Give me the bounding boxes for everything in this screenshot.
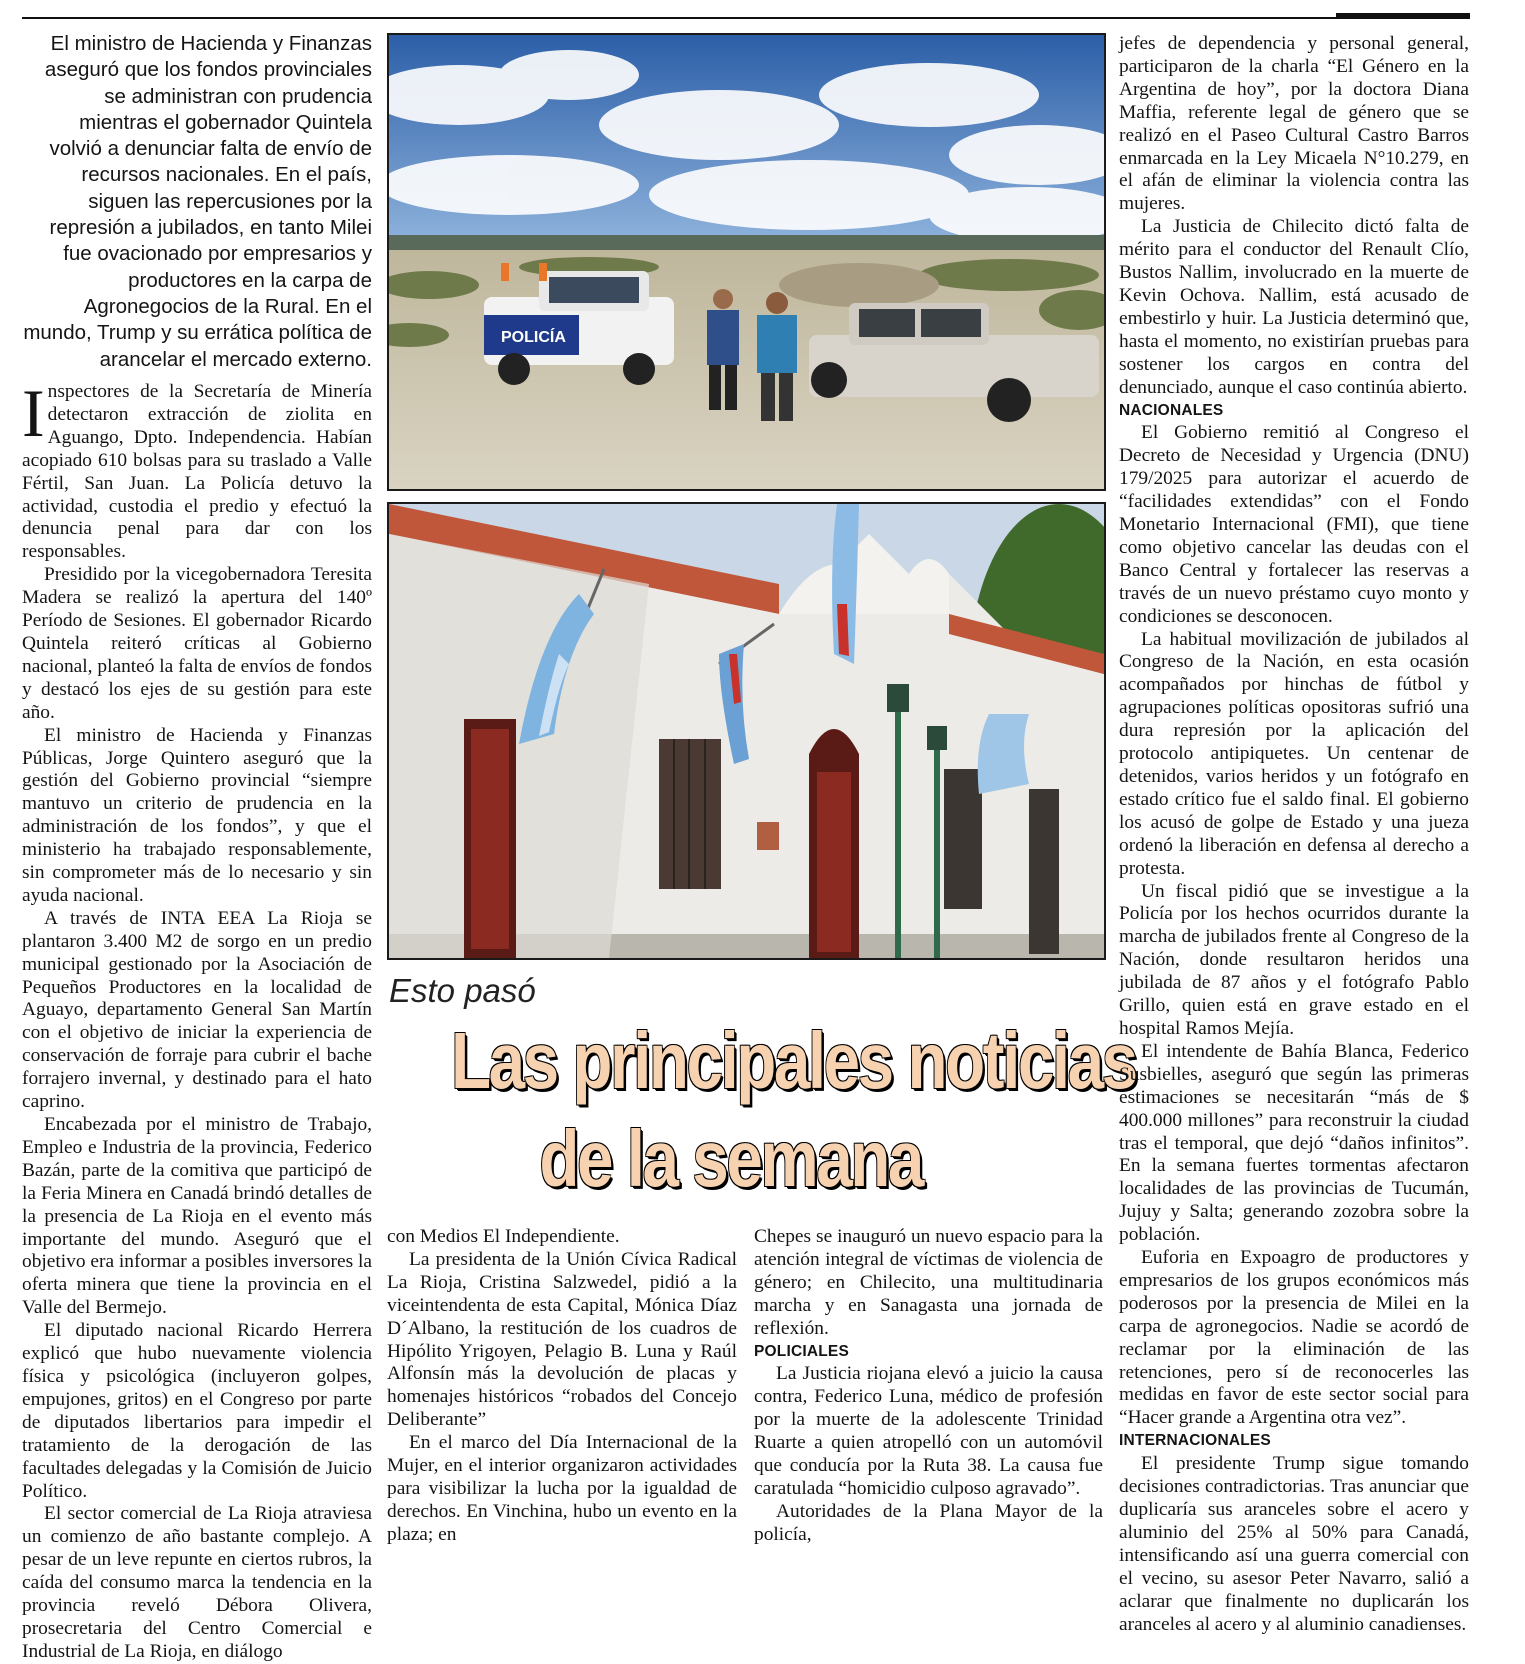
article-paragraph: Inspectores de la Secretaría de Minería detectaron extracción de ziolita en Aguango, Dpto. Independencia. Habían acopiado 610 bolsas para su traslado a Valle Fértil, San Juan. La Policía detuvo la actividad, custodia el predio y efectuó la denuncia penal para dar con los responsables. <box>22 375 372 563</box>
column-3 <box>754 1226 1103 1547</box>
article-paragraph: Chepes se inauguró un nuevo espacio para la atención integral de víctimas de violencia de género; en Chilecito, una multitudinaria marcha y en Sanagasta una jornada de reflexión. <box>754 1226 1103 1339</box>
photo-police-mining-site-image <box>389 35 1104 489</box>
top-rule-tab <box>1336 13 1470 19</box>
photo-colonial-building-image <box>389 504 1104 958</box>
lead-summary: El ministro de Hacienda y Finanzas aseguró que los fondos provinciales se administran con prudencia mientras el gobernador Quintela volvió a denunciar falta de envío de recursos nacionales. En el país, siguen las repercusiones por la represión a jubilados, en tanto Milei fue ovacionado por empresarios y productores en la carpa de Agronegocios de la Rural. En el mundo, Trump y su errática política de arancelar el mercado externo. <box>23 32 372 371</box>
column-2 <box>387 1226 737 1547</box>
article-paragraph: A través de INTA EEA La Rioja se plantaron 3.400 M2 de sorgo en un predio municipal gestionado por la Asociación de Pequeños Productores en la localidad de Aguayo, departamento General San Martín con el objetivo de iniciar la experiencia de conservación de forraje para cubrir el bache forrajero invernal, y destinado para el hato caprino. <box>22 907 372 1113</box>
photo-colonial-building <box>387 502 1106 960</box>
article-paragraph: El presidente Trump sigue tomando decisiones contradictorias. Tras anunciar que duplicaría sus aranceles sobre el acero y aluminio del 25% al 50% para Canadá, intensificando así una guerra comercial con el vecino, su asesor Peter Navarro, salió a aclarar que finalmente no duplicarán los aranceles al acero y al aluminio canadienses. <box>1119 1453 1469 1635</box>
section-heading-internacionales: INTERNACIONALES <box>1119 1432 1271 1450</box>
article-paragraph: La habitual movilización de jubilados al Congreso de la Nación, en esta ocasión acompañados por hinchas de fútbol y agrupaciones políticas opositoras sufrió una dura represión por la aplicación del protocolo antipiquetes. Un centenar de detenidos, varios heridos y un fotógrafo en estado crítico fue el saldo final. El gobierno los acusó de golpe de Estado y una jueza ordenó la liberación en defensa al derecho a protesta. <box>1119 628 1469 879</box>
article-paragraph: Un fiscal pidió que se investigue a la Policía por los hechos ocurridos durante la marcha de jubilados frente al Congreso de la Nación, donde resultaron heridos una jubilada de 87 años y el fotógrafo Pablo Grillo, quien está en grave estado en el hospital Ramos Mejía. <box>1119 880 1469 1039</box>
section-heading-nacionales: NACIONALES <box>1119 401 1224 419</box>
article-paragraph: El Gobierno remitió al Congreso el Decreto de Necesidad y Urgencia (DNU) 179/2025 para autorizar el acuerdo de “facilidades extendidas” con el Fondo Monetario Internacional (FMI), que tiene como objetivo cancelar las deudas con el Banco Central y fortalecer las reservas a través de un nuevo préstamo cuyo monto y condiciones se desconocen. <box>1119 422 1469 627</box>
headline-line-2: de la semana <box>539 1114 922 1203</box>
article-paragraph: En el marco del Día Internacional de la Mujer, en el interior organizaron actividades para visibilizar la lucha por la igualdad de derechos. En Vinchina, hubo un evento en la plaza; en <box>387 1432 737 1545</box>
column-1 <box>22 375 372 1664</box>
article-paragraph: Encabezada por el ministro de Trabajo, Empleo e Industria de la provincia, Federico Bazán, parte de la comitiva que participó de la Feria Minera en Canadá brindó detalles de la presencia de La Rioja en el evento más importante del mundo. Aseguró que el objetivo era informar a posibles inversores la oferta minera que tiene la provincia en el Valle del Bermejo. <box>22 1114 372 1319</box>
article-paragraph: La Justicia riojana elevó a juicio la causa contra, Federico Luna, médico de profesión por la muerte de la adolescente Trinidad Ruarte a quien atropelló con un automóvil que conducía por la Ruta 38. La causa fue caratulada “homicidio culposo agravado”. <box>754 1363 1103 1499</box>
article-paragraph: Euforia en Expoagro de productores y empresarios de los grupos económicos más poderosos por la presencia de Milei en la carpa de agronegocios. Nadie se acordó de reclamar por la eliminación de las retenciones, pero sí de reconocerles las medidas en favor de este sector social para “Hacer grande a Argentina otra vez”. <box>1119 1247 1469 1429</box>
article-paragraph: El intendente de Bahía Blanca, Federico Susbielles, aseguró que según las primeras estimaciones se necesitarán “más de $ 400.000 millones” para reconstruir la ciudad tras el temporal, que dejó “daños infinitos”. En la semana fuertes tormentas afectaron localidades de las provincias de Tucumán, Jujuy y Salta; generando zozobra sobre la población. <box>1119 1040 1469 1246</box>
article-paragraph: Autoridades de la Plana Mayor de la policía, <box>754 1500 1103 1545</box>
headline <box>450 1012 1136 1208</box>
article-paragraph: El ministro de Hacienda y Finanzas Públicas, Jorge Quintero aseguró que la gestión del Gobierno provincial “siempre mantuvo un criterio de prudencia en la administración de los fondos”, y que el ministerio ha trabajado responsablemente, sin comprometer más de lo necesario y sin ayuda nacional. <box>22 724 372 906</box>
column-4 <box>1119 33 1469 1636</box>
article-paragraph: La Justicia de Chilecito dictó falta de mérito para el conductor del Renault Clío, Bustos Nallim, involucrado en la muerte de Kevin Ochova. Nallim, está acusado de embestirlo y huir. La Justicia determinó que, hasta el momento, no existirían pruebas para sostener los cargos en contra del denunciado, aunque el caso continúa abierto. <box>1119 216 1469 398</box>
article-paragraph: El diputado nacional Ricardo Herrera explicó que hubo nuevamente violencia física y psicológica (incluyeron golpes, empujones, gritos) en el Congreso por parte de diputados libertarios para impedir el tratamiento de la derogación de las facultades delegadas y la Comisión de Juicio Político. <box>22 1320 372 1502</box>
article-paragraph: La presidenta de la Unión Cívica Radical La Rioja, Cristina Salzwedel, pidió a la viceintendenta de esta Capital, Mónica Díaz D´Albano, la restitución de los cuadros de Hipólito Yrigoyen, Pelagio B. Luna y Raúl Alfonsín más la devolución de placas y homenajes históricos “robados del Concejo Deliberante” <box>387 1248 737 1431</box>
photo-police-mining-site <box>387 33 1106 491</box>
article-paragraph: jefes de dependencia y personal general, participaron de la charla “El Género en la Argentina de hoy”, por la doctora Diana Maffia, referente legal de género que se realizó en el Paseo Cultural Castro Barros enmarcada en la Ley Micaela N°10.279, en el afán de eliminar la violencia contra las mujeres. <box>1119 33 1469 215</box>
police-sign: POLICÍA <box>501 329 566 346</box>
headline-line-1: Las principales noticias <box>450 1016 1136 1105</box>
top-rule <box>22 17 1470 19</box>
article-paragraph: con Medios El Independiente. <box>387 1226 620 1247</box>
section-kicker: Esto pasó <box>389 972 536 1009</box>
article-paragraph: El sector comercial de La Rioja atraviesa un comienzo de año bastante complejo. A pesar de un leve repunte en ciertos rubros, la caída del consumo marca la tendencia en la provincia reveló Débora Olivera, prosecretaria del Centro Comercial e Industrial de La Rioja, en diálogo <box>22 1503 372 1662</box>
article-paragraph: Presidido por la vicegobernadora Teresita Madera se realizó la apertura del 140º Período de Sesiones. El gobernador Ricardo Quintela reiteró críticas al Gobierno nacional, planteó la falta de envíos de fondos y destacó los ejes de su gestión para este año. <box>22 564 372 723</box>
section-heading-policiales: POLICIALES <box>754 1342 850 1360</box>
drop-cap: I <box>22 375 45 451</box>
